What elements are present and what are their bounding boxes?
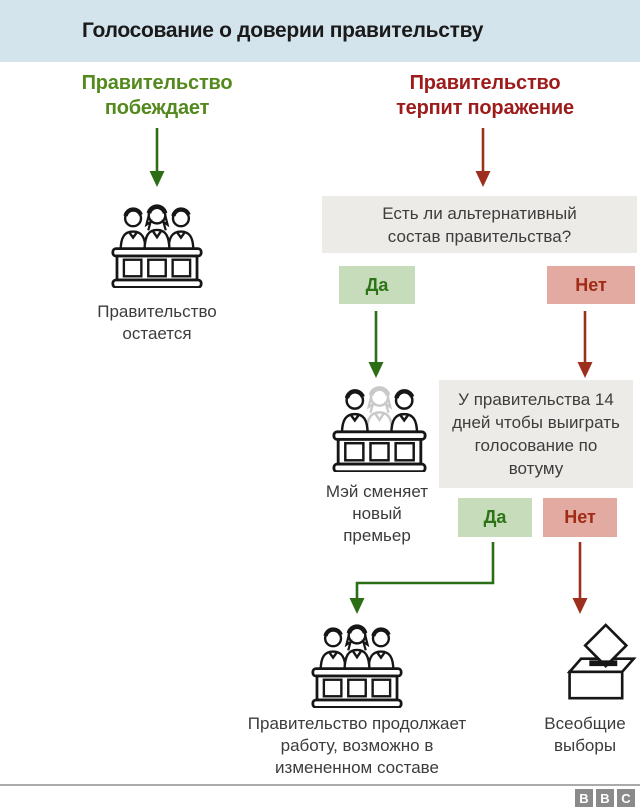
- bbc-logo-letter: C: [617, 789, 635, 807]
- result-general-election: Всеобщие выборы: [544, 714, 626, 755]
- ballot-box-icon: [563, 623, 637, 701]
- result-new-pm: Мэй сменяет новый премьер: [325, 482, 429, 545]
- result-government-continues: Правительство продолжает работу, возможно в измененном составе: [247, 714, 467, 777]
- bbc-logo-letter: B: [596, 789, 614, 807]
- bbc-logo: [575, 789, 635, 807]
- government-continues-icon: [311, 622, 403, 708]
- no-option-2: Нет: [543, 498, 617, 537]
- page-title: Голосование о доверии правительству: [82, 19, 484, 42]
- heading-government-defeated: Правительство терпит поражение: [396, 72, 574, 119]
- yes-option-1: Да: [339, 266, 415, 304]
- government-bench-icon: [111, 202, 203, 288]
- government-change-icon: [332, 384, 427, 472]
- result-government-stays: Правительство остается: [97, 302, 217, 343]
- question-14-days: У правительства 14 дней чтобы выиграть голосование по вотуму: [439, 380, 633, 488]
- heading-government-wins: Правительство побеждает: [81, 72, 233, 119]
- footer-divider: [0, 784, 640, 786]
- no-option-1: Нет: [547, 266, 635, 304]
- bbc-logo-letter: B: [575, 789, 593, 807]
- question-alternative-government: Есть ли альтернативный состав правительства?: [322, 196, 637, 253]
- yes-option-2: Да: [458, 498, 532, 537]
- header-bar: [0, 0, 640, 62]
